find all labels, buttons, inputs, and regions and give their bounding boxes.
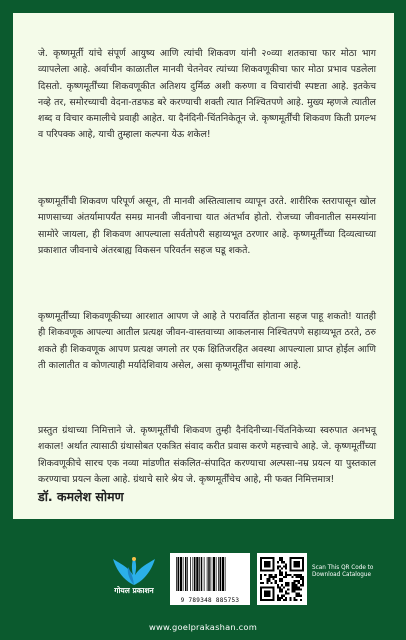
publisher-website[interactable]: www.goelprakashan.com [149,622,257,632]
isbn-number: 9 789348 885753 [180,597,240,604]
author-signature: डॉ. कमलेश सोमण [38,489,124,504]
barcode-icon [175,557,245,593]
publisher-logo [111,555,157,605]
blurb-paragraph-2: कृष्णमूर्तींची शिकवण परिपूर्ण असून, ती मानवी अस्तित्वालाच व्यापून उरते. शारीरिक स्तरापासून खोल माणसाच्या अंतर्यामापर्यंत समग्र मानवी जीवनाचा यात अंतर्भाव होतो. रोजच्या जीवनातील समस्यांना सामोरे जायला, ही शिकवण आपल्याला सर्वतोपरी सहाय्यभूत ठरणार आहे. कृष्णमूर्तींच्या दिव्यत्वाच्या प्रकाशात जीवनाचे अंतरबाह्य विकसन परिवर्तन सहज घडू शकते. [38,196,376,256]
publisher-name: गोयल प्रकाशन [114,586,154,595]
blurb-paragraph-3: कृष्णमूर्तींच्या शिकवणूकीच्या आरशात आपण जे आहे ते परावर्तित होताना सहज पाहू शकतो! यातही ही शिकवणूक आपल्या आतील प्रत्यक्ष जीवन-वास्तवाच्या आकलनास निश्चितपणे सहाय्यभूत ठरते, ठरु शकते ही शिकवणूक आपण प्रत्यक्ष जगलो तर एक क्षितिजरहित अवस्था आपल्याला प्राप्त होईल आणि ती कालातीत व कोणत्याही मर्यादेशिवाय असेल, असा कृष्णमूर्तींचा सांगावा आहे. [38,311,376,371]
qr-code[interactable] [257,553,307,605]
qr-code-icon [260,557,304,601]
qr-caption: Scan This QR Code to Download Catalogue [312,565,374,579]
bird-icon [111,555,157,587]
blurb-paragraph-4: प्रस्तुत ग्रंथाच्या निमित्ताने जे. कृष्णमूर्तींची शिकवण तुम्ही दैनंदिनीच्या-चिंतनिकेच्या स्वरुपात अनभवू शकाल! अर्थात त्यासाठी ग्रंथासोबत एकत्रित संवाद करीत प्रवास करणे महत्त्वाचे आहे. जे. कृष्णमूर्तींच्या शिकवणूकीचे सारच एक नव्या मांडणीत संकलित-संपादित करण्याचा अल्पसा-नम्र प्रयत्न या पुस्तकाल करण्याचा प्रयत्न केला आहे. ग्रंथाचे सारे श्रेय जे. कृष्णमूर्तींचेच आहे, मी फक्त निमित्तमात्र! [38,425,376,485]
isbn-barcode [170,553,250,605]
blurb-paragraph-1: जे. कृष्णमूर्ती यांचे संपूर्ण आयुष्य आणि त्यांची शिकवण यांनी २०व्या शतकाचा फार मोठा भाग व्यापलेला आहे. अर्वाचीन काळातील मानवी चेतनेवर त्यांच्या शिकवणूकीचा फार मोठा प्रभाव पडलेला दिसतो. कृष्णमूर्तींच्या शिकवणूकीत अतिशय दुर्मिळ अशी करुणा व विचारांची स्पष्टता आहे. इतकेच नव्हे तर, समोरच्याची वेदना-तडफड बरे करण्याची शक्ती त्यात निश्चितपणे आहे. मुख्य म्हणजे त्यातील शब्द व विचार कमालीचे प्रवाही आहेत. या दैनंदिनी-चिंतनिकेतून जे. कृष्णमूर्तींची शिकवण किती प्रगल्भ व परिपक्क आहे, याची तुम्हाला कल्पना येऊ शकेल! [38,48,376,141]
